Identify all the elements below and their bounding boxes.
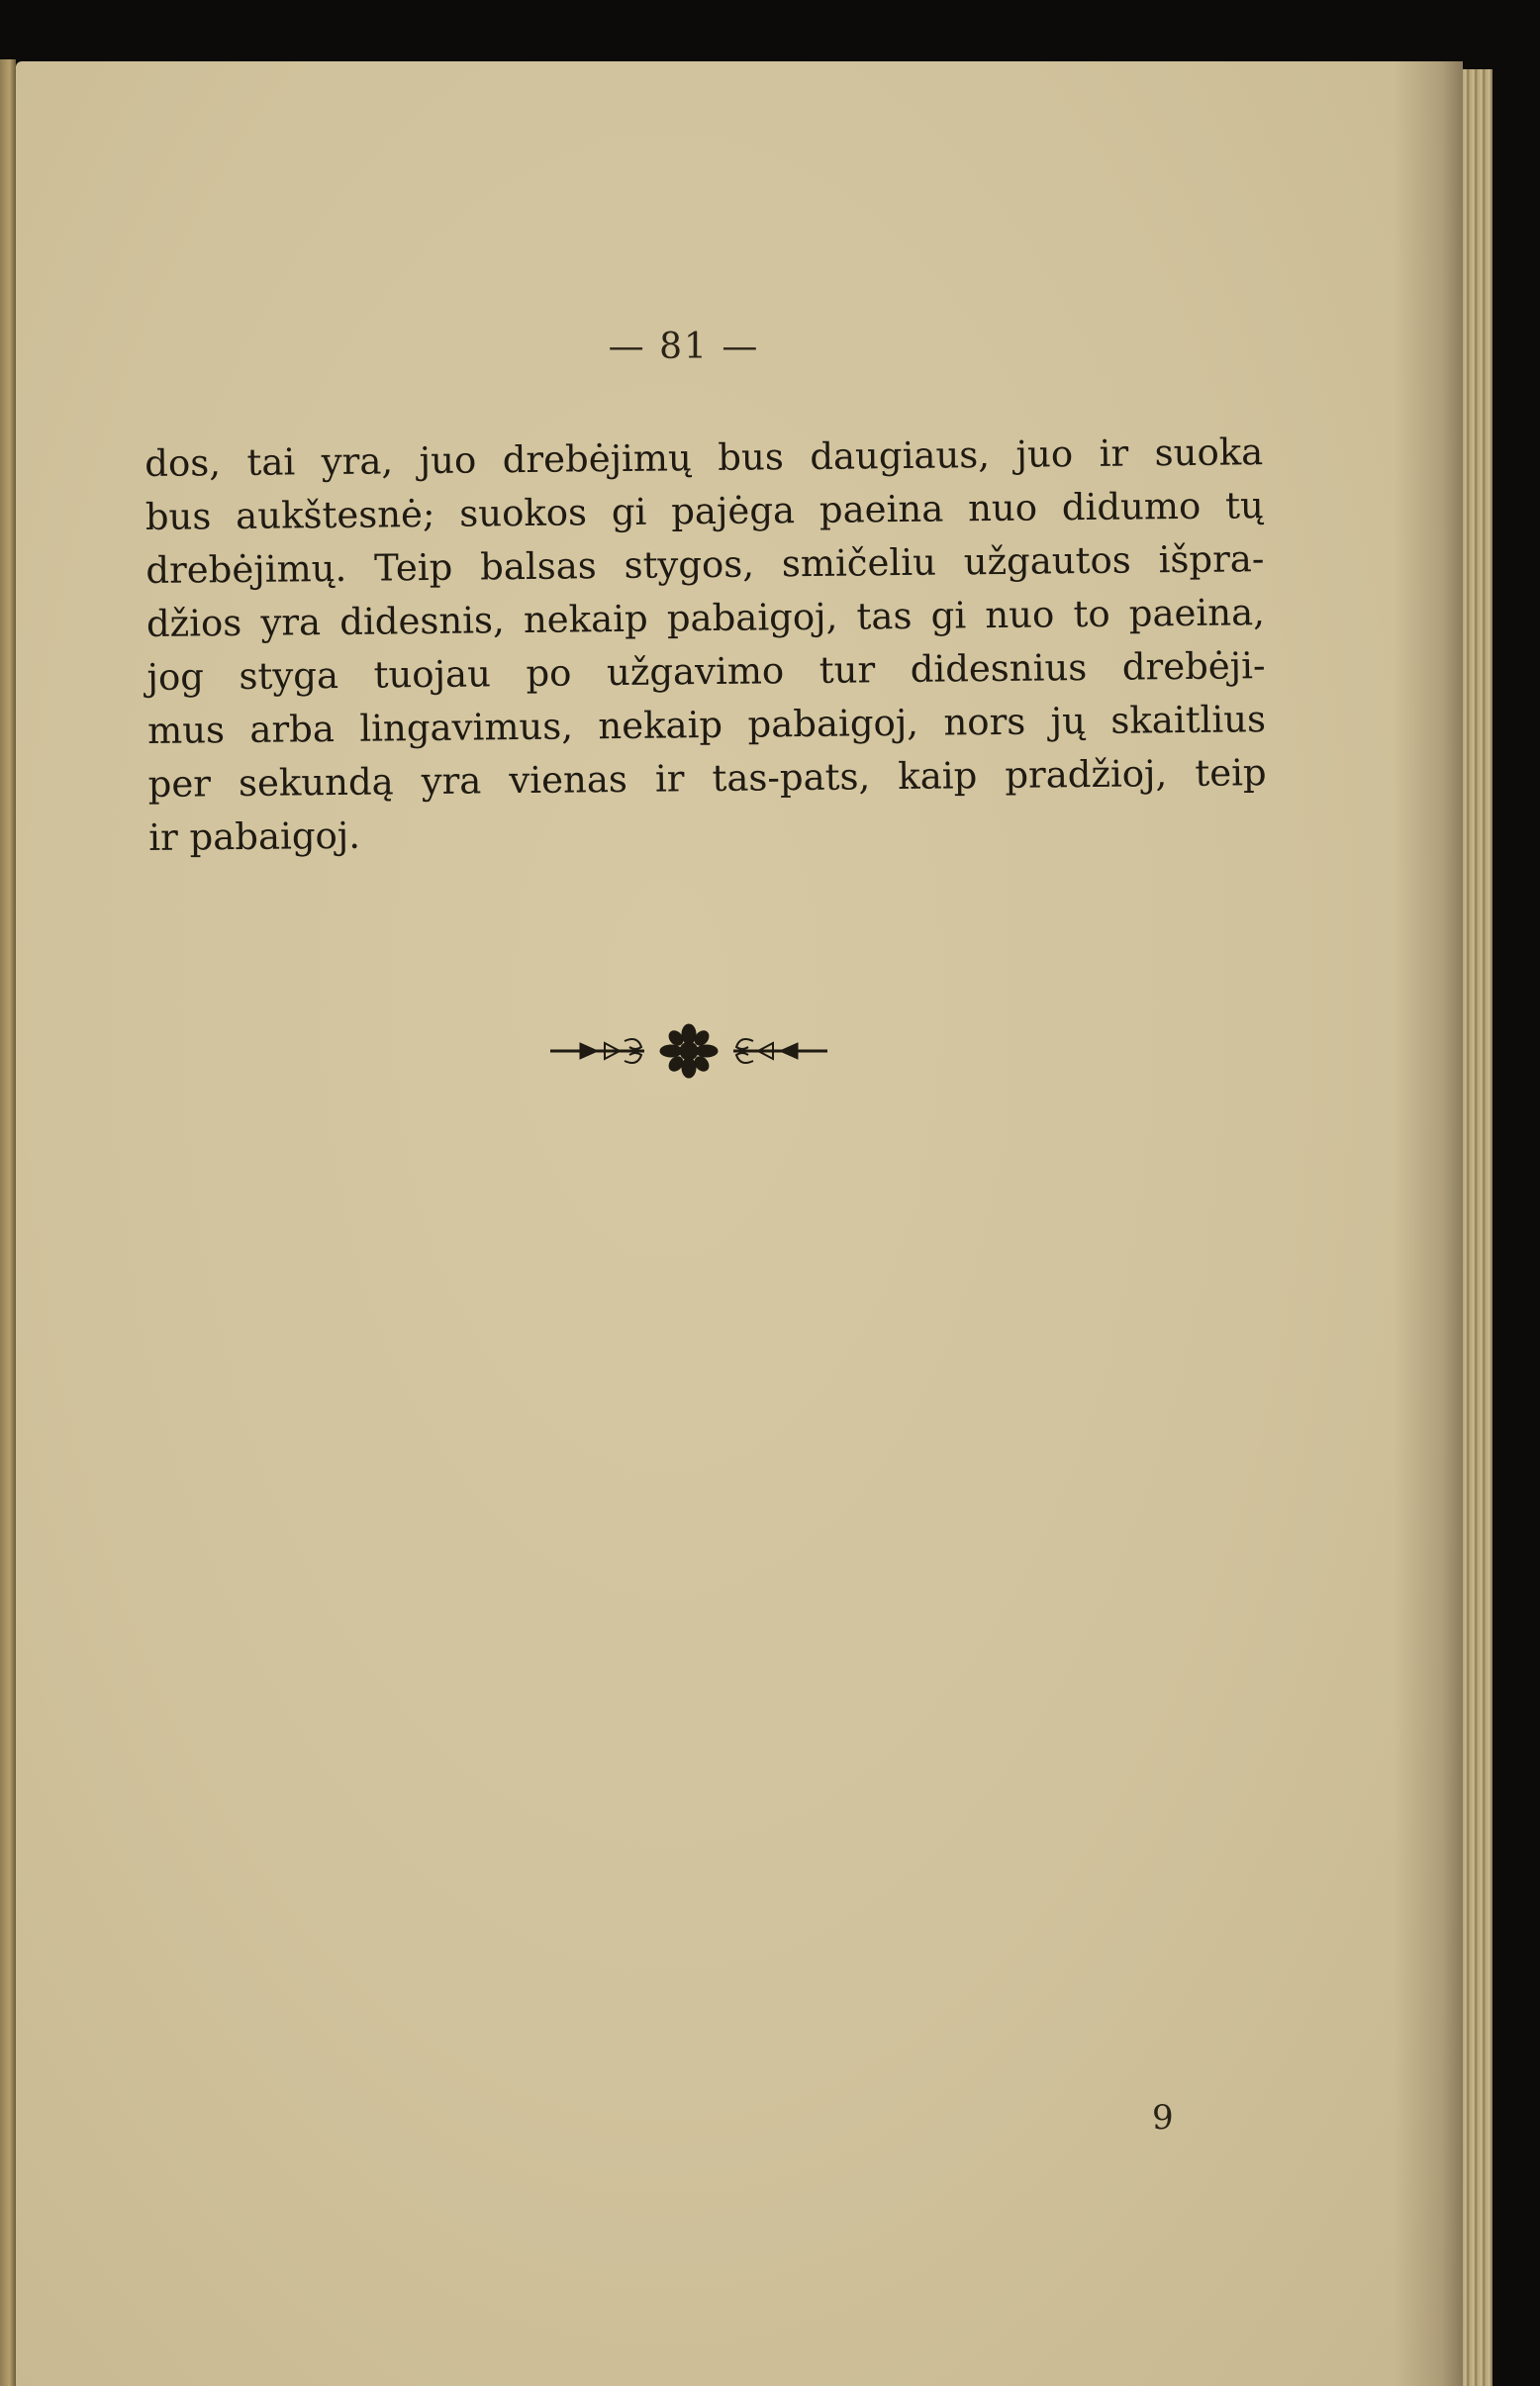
text-line: džios yra didesnis, nekaip pabaigoj, tas gi nuo to paeina, <box>145 591 1266 645</box>
previous-page-edge <box>0 59 16 2386</box>
text-line: per sekundą yra vienas ir tas-pats, kaip pradžioj, teip <box>147 751 1267 806</box>
text-line: jog styga tuojau po užgavimo tur didesnius drebėji- <box>146 644 1266 699</box>
body-paragraph <box>144 426 1267 865</box>
book-page <box>16 61 1463 2386</box>
page-shadow <box>1394 61 1463 2386</box>
signature-mark: 9 <box>1152 2098 1174 2138</box>
fleuron-ornament-icon <box>550 1021 827 1081</box>
text-line: drebėjimų. Teip balsas stygos, smičeliu užgautos išpra- <box>145 537 1265 592</box>
page-number-header: — 81 — <box>608 327 760 367</box>
text-line: bus aukštesnė; suokos gi pajėga paeina nuo didumo tų <box>144 484 1265 538</box>
page-stack-edges <box>1463 69 1492 2386</box>
text-line: dos, tai yra, juo drebėjimų bus daugiaus, juo ir suoka <box>144 430 1264 485</box>
text-line: mus arba lingavimus, nekaip pabaigoj, nors jų skaitlius <box>146 698 1267 752</box>
text-line: ir pabaigoj. <box>148 813 361 859</box>
